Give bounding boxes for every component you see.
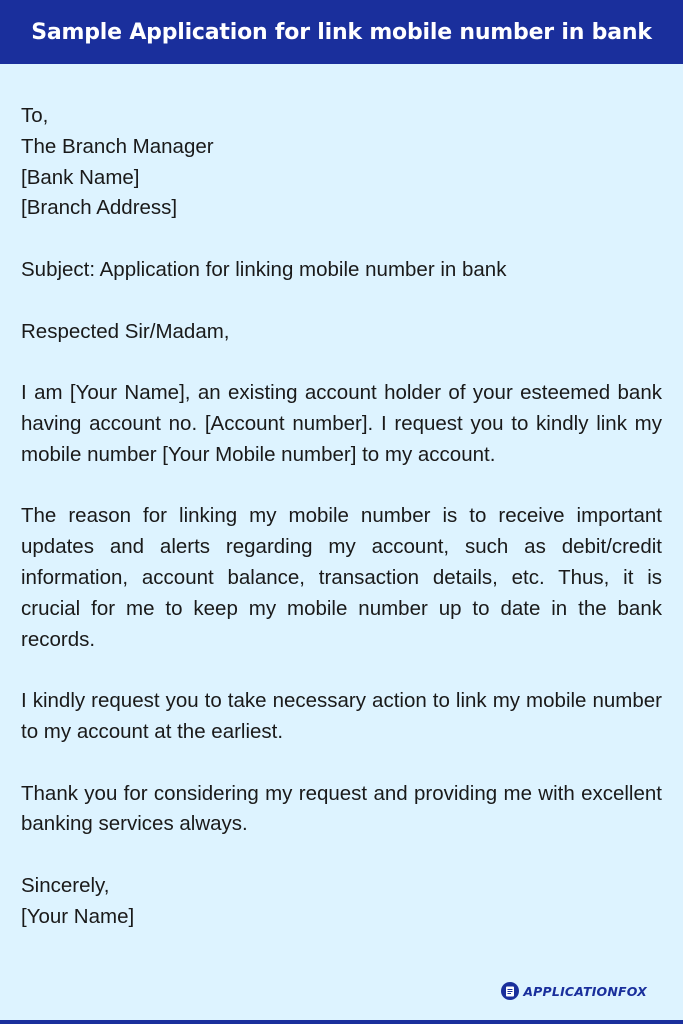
address-recipient: The Branch Manager [21, 134, 214, 158]
letter-paragraph: Thank you for considering my request and providing me with excellent banking services always. [21, 781, 662, 836]
letter-body [21, 101, 662, 933]
brand-name: APPLICATIONFOX [523, 983, 647, 999]
letter-subject: Subject: Application for linking mobile number in bank [21, 257, 507, 281]
address-bank-name: [Bank Name] [21, 165, 140, 189]
letter-closing: Sincerely, [21, 873, 110, 897]
closing-block [21, 871, 662, 933]
letter-paragraph: I am [Your Name], an existing account holder of your esteemed bank having account no. [Account number]. I request you to kindly link my mobile number [Your Mobile number] to my account. [21, 381, 662, 466]
letter-paragraph: The reason for linking my mobile number is to receive important updates and alerts regarding my account, such as debit/credit information, account balance, transaction details, etc. Thus, it is crucial for me to keep my mobile number up to date in the bank records. [21, 504, 662, 651]
bottom-border [0, 1020, 683, 1024]
document-icon [501, 982, 519, 1000]
address-to: To, [21, 104, 49, 127]
brand-logo [501, 982, 647, 1000]
page-title: Sample Application for link mobile number in bank [31, 19, 652, 45]
address-branch: [Branch Address] [21, 196, 178, 220]
letter-signature: [Your Name] [21, 904, 135, 928]
letter-paragraph: I kindly request you to take necessary action to link my mobile number to my account at the earliest. [21, 689, 662, 743]
page-header [0, 0, 683, 64]
address-block [21, 101, 662, 224]
letter-salutation: Respected Sir/Madam, [21, 319, 230, 343]
